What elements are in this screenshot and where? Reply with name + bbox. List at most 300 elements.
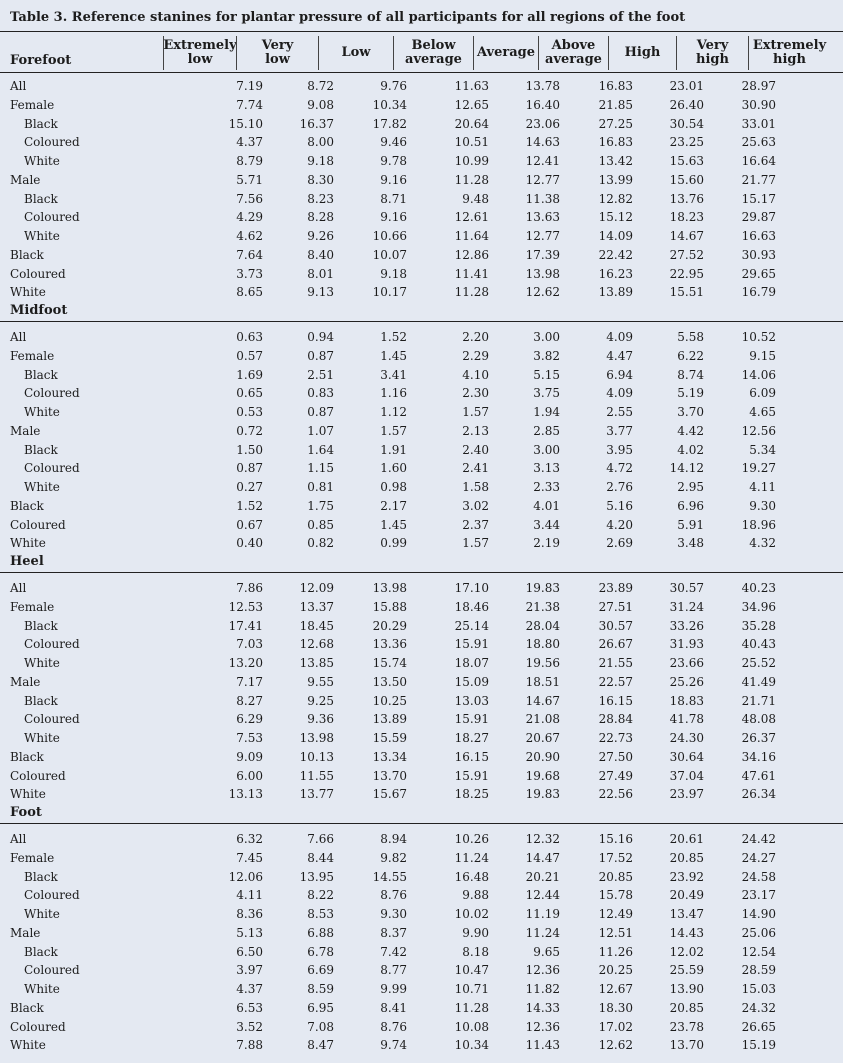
- table-row: [0, 729, 843, 747]
- row-label: Black: [24, 618, 58, 633]
- table-row: [0, 516, 843, 534]
- column-header-line: low: [265, 52, 290, 67]
- table-cell: 3.75: [533, 386, 560, 401]
- table-cell: 3.41: [380, 367, 407, 382]
- table-cell: 1.16: [380, 386, 407, 401]
- table-cell: 6.32: [236, 832, 263, 846]
- table-cell: 11.28: [454, 1000, 489, 1015]
- table-cell: 6.78: [307, 944, 334, 959]
- table-cell: 14.67: [525, 693, 560, 708]
- table-cell: 16.64: [741, 154, 776, 168]
- table-cell: 20.67: [525, 731, 560, 745]
- table-cell: 22.57: [598, 674, 633, 689]
- table-cell: 14.47: [525, 850, 560, 865]
- table-cell: 18.30: [598, 1000, 633, 1015]
- table-cell: 18.80: [525, 637, 560, 652]
- table-cell: 23.66: [669, 656, 704, 670]
- table-cell: 2.20: [462, 330, 489, 344]
- table-row: [0, 246, 843, 264]
- table-cell: 11.43: [525, 1038, 560, 1053]
- table-cell: 9.25: [307, 693, 334, 708]
- table-cell: 9.46: [380, 135, 407, 150]
- row-label: White: [10, 1038, 46, 1053]
- table-cell: 20.61: [669, 832, 704, 846]
- table-cell: 47.61: [741, 768, 776, 783]
- table-row: [0, 265, 843, 283]
- row-label: Black: [24, 191, 58, 206]
- table-cell: 3.95: [606, 442, 633, 457]
- table-cell: 3.02: [462, 498, 489, 513]
- table-cell: 15.67: [372, 787, 407, 802]
- table-cell: 20.85: [669, 850, 704, 865]
- table-cell: 10.47: [454, 963, 489, 978]
- table-cell: 12.02: [669, 944, 704, 959]
- table-cell: 15.91: [454, 637, 489, 652]
- table-cell: 15.16: [598, 832, 633, 846]
- table-cell: 0.65: [236, 386, 263, 401]
- table-cell: 14.55: [372, 869, 407, 884]
- table-cell: 6.00: [236, 768, 263, 783]
- table-row: [0, 785, 843, 803]
- table-cell: 0.81: [307, 480, 334, 494]
- table-cell: 14.67: [669, 229, 704, 243]
- table-cell: 12.65: [454, 97, 489, 112]
- table-cell: 0.67: [236, 517, 263, 532]
- table-cell: 4.02: [677, 442, 704, 457]
- table-cell: 10.34: [372, 97, 407, 112]
- table-cell: 25.59: [669, 963, 704, 978]
- table-cell: 22.95: [669, 266, 704, 281]
- table-cell: 9.55: [307, 674, 334, 689]
- table-cell: 19.83: [525, 787, 560, 802]
- table-cell: 3.44: [533, 517, 560, 532]
- table-cell: 1.91: [380, 442, 407, 457]
- column-header-line: Extremely: [163, 38, 237, 53]
- table-cell: 26.40: [669, 97, 704, 112]
- column-header: [393, 36, 473, 70]
- table-cell: 20.85: [598, 869, 633, 884]
- table-cell: 9.99: [380, 982, 407, 996]
- table-cell: 10.25: [372, 693, 407, 708]
- table-cell: 8.37: [380, 925, 407, 940]
- table-cell: 4.11: [749, 480, 776, 494]
- table-cell: 4.10: [462, 367, 489, 382]
- table-cell: 26.34: [741, 787, 776, 802]
- table-cell: 9.18: [380, 266, 407, 281]
- table-cell: 8.30: [307, 172, 334, 187]
- column-header-line: Very: [261, 38, 294, 53]
- table-cell: 8.00: [307, 135, 334, 150]
- table-row: [0, 366, 843, 384]
- table-cell: 26.65: [741, 1019, 776, 1034]
- table-row: [0, 905, 843, 923]
- table-cell: 11.64: [454, 229, 489, 243]
- table-cell: 23.92: [669, 869, 704, 884]
- table-cell: 30.54: [669, 116, 704, 131]
- table-cell: 2.51: [307, 367, 334, 382]
- table-cell: 4.20: [606, 517, 633, 532]
- table-cell: 12.56: [741, 423, 776, 438]
- table-cell: 13.03: [454, 693, 489, 708]
- table-cell: 11.24: [525, 925, 560, 940]
- table-cell: 9.76: [380, 79, 407, 93]
- table-row: [0, 133, 843, 151]
- table-cell: 22.56: [598, 787, 633, 802]
- table-cell: 26.67: [598, 637, 633, 652]
- table-cell: 18.07: [454, 656, 489, 670]
- table-cell: 23.17: [741, 888, 776, 903]
- row-label: White: [10, 285, 46, 300]
- table-cell: 8.76: [380, 1019, 407, 1034]
- table-cell: 0.82: [307, 536, 334, 551]
- table-cell: 11.19: [525, 907, 560, 921]
- table-row: [0, 1036, 843, 1054]
- table-cell: 13.13: [228, 787, 263, 802]
- table-cell: 11.82: [525, 982, 560, 996]
- table-cell: 40.43: [741, 637, 776, 652]
- table-cell: 0.87: [236, 461, 263, 476]
- table-cell: 8.41: [380, 1000, 407, 1015]
- table-cell: 23.78: [669, 1019, 704, 1034]
- table-cell: 27.50: [598, 749, 633, 764]
- table-cell: 9.82: [380, 850, 407, 865]
- table-cell: 41.78: [669, 712, 704, 727]
- table-cell: 12.36: [525, 1019, 560, 1034]
- table-cell: 17.10: [454, 581, 489, 595]
- table-cell: 5.16: [606, 498, 633, 513]
- row-label: Black: [24, 944, 58, 959]
- table-cell: 5.15: [533, 367, 560, 382]
- table-cell: 11.28: [454, 172, 489, 187]
- table-cell: 18.96: [741, 517, 776, 532]
- table-cell: 13.70: [372, 768, 407, 783]
- table-cell: 15.78: [598, 888, 633, 903]
- table-cell: 20.49: [669, 888, 704, 903]
- table-cell: 1.45: [380, 348, 407, 363]
- table-cell: 8.28: [307, 210, 334, 225]
- row-label: Female: [10, 97, 55, 112]
- table-row: [0, 497, 843, 515]
- header-rule: [0, 72, 843, 73]
- table-cell: 17.41: [228, 618, 263, 633]
- row-label: Black: [10, 247, 44, 262]
- table-cell: 16.79: [741, 285, 776, 300]
- table-cell: 11.55: [299, 768, 334, 783]
- table-row: [0, 115, 843, 133]
- table-cell: 23.89: [598, 581, 633, 595]
- table-cell: 2.76: [606, 480, 633, 494]
- table-cell: 3.77: [606, 423, 633, 438]
- table-cell: 8.71: [380, 191, 407, 206]
- row-label: Female: [10, 348, 55, 363]
- table-cell: 23.06: [525, 116, 560, 131]
- table-cell: 12.06: [228, 869, 263, 884]
- table-cell: 10.71: [454, 982, 489, 996]
- row-label: Black: [24, 116, 58, 131]
- table-cell: 13.90: [669, 982, 704, 996]
- table-cell: 12.77: [525, 172, 560, 187]
- row-label: Black: [10, 749, 44, 764]
- table-cell: 9.74: [380, 1038, 407, 1053]
- row-label: Female: [10, 599, 55, 614]
- table-cell: 14.90: [741, 907, 776, 921]
- column-header-line: average: [545, 52, 602, 67]
- row-label: All: [10, 832, 27, 846]
- table-cell: 15.19: [741, 1038, 776, 1053]
- table-cell: 13.50: [372, 674, 407, 689]
- table-cell: 20.90: [525, 749, 560, 764]
- column-header: [473, 36, 538, 70]
- table-cell: 10.51: [454, 135, 489, 150]
- table-cell: 7.86: [236, 581, 263, 595]
- table-cell: 12.49: [598, 907, 633, 921]
- table-cell: 28.97: [741, 79, 776, 93]
- table-cell: 1.45: [380, 517, 407, 532]
- table-cell: 20.64: [454, 116, 489, 131]
- table-cell: 9.48: [462, 191, 489, 206]
- table-cell: 16.15: [598, 693, 633, 708]
- table-cell: 12.32: [525, 832, 560, 846]
- table-cell: 13.77: [299, 787, 334, 802]
- table-cell: 6.95: [307, 1000, 334, 1015]
- section-title: Heel: [10, 554, 44, 569]
- table-cell: 16.15: [454, 749, 489, 764]
- table-cell: 13.34: [372, 749, 407, 764]
- table-cell: 24.30: [669, 731, 704, 745]
- table-cell: 13.89: [372, 712, 407, 727]
- table-row: [0, 849, 843, 867]
- table-cell: 11.63: [454, 79, 489, 93]
- table-row: [0, 96, 843, 114]
- table-cell: 13.89: [598, 285, 633, 300]
- table-cell: 16.63: [741, 229, 776, 243]
- table-cell: 15.12: [598, 210, 633, 225]
- table-cell: 25.26: [669, 674, 704, 689]
- table-cell: 7.03: [236, 637, 263, 652]
- table-cell: 0.72: [236, 423, 263, 438]
- table-cell: 9.65: [533, 944, 560, 959]
- column-header-line: Average: [476, 45, 536, 60]
- table-cell: 24.27: [741, 850, 776, 865]
- table-cell: 9.30: [380, 907, 407, 921]
- table-row: [0, 441, 843, 459]
- row-label: Coloured: [10, 1019, 66, 1034]
- table-row: [0, 673, 843, 691]
- table-cell: 14.43: [669, 925, 704, 940]
- table-row: [0, 886, 843, 904]
- row-label: Black: [24, 442, 58, 457]
- table-row: [0, 748, 843, 766]
- table-cell: 21.71: [741, 693, 776, 708]
- row-label: Female: [10, 850, 55, 865]
- table-cell: 0.87: [307, 348, 334, 363]
- table-cell: 28.04: [525, 618, 560, 633]
- table-cell: 23.25: [669, 135, 704, 150]
- table-cell: 1.75: [307, 498, 334, 513]
- table-cell: 4.11: [236, 888, 263, 903]
- table-cell: 7.66: [307, 832, 334, 846]
- table-cell: 9.88: [462, 888, 489, 903]
- table-cell: 4.09: [606, 386, 633, 401]
- table-row: [0, 868, 843, 886]
- table-cell: 9.16: [380, 210, 407, 225]
- table-cell: 14.63: [525, 135, 560, 150]
- table-cell: 11.24: [454, 850, 489, 865]
- table-cell: 24.42: [741, 832, 776, 846]
- table-cell: 19.83: [525, 581, 560, 595]
- section-rule: [0, 321, 843, 322]
- table-cell: 10.13: [299, 749, 334, 764]
- table-cell: 15.10: [228, 116, 263, 131]
- table-cell: 20.21: [525, 869, 560, 884]
- row-label: White: [24, 405, 60, 419]
- table-cell: 14.09: [598, 229, 633, 243]
- table-cell: 8.40: [307, 247, 334, 262]
- table-cell: 8.22: [307, 888, 334, 903]
- table-row: [0, 598, 843, 616]
- table-cell: 33.26: [669, 618, 704, 633]
- row-label: Black: [24, 693, 58, 708]
- column-header-line: high: [696, 52, 729, 67]
- table-row: [0, 579, 843, 597]
- table-cell: 33.01: [741, 116, 776, 131]
- table-cell: 8.77: [380, 963, 407, 978]
- table-cell: 20.25: [598, 963, 633, 978]
- table-cell: 31.24: [669, 599, 704, 614]
- table-cell: 0.85: [307, 517, 334, 532]
- table-cell: 15.91: [454, 712, 489, 727]
- table-row: [0, 227, 843, 245]
- table-row: [0, 924, 843, 942]
- table-cell: 3.00: [533, 330, 560, 344]
- table-row: [0, 171, 843, 189]
- table-row: [0, 384, 843, 402]
- table-row: [0, 943, 843, 961]
- table-cell: 15.09: [454, 674, 489, 689]
- row-label: Coloured: [24, 386, 80, 401]
- table-cell: 13.98: [372, 581, 407, 595]
- table-cell: 7.08: [307, 1019, 334, 1034]
- table-row: [0, 710, 843, 728]
- table-cell: 15.59: [372, 731, 407, 745]
- table-cell: 7.45: [236, 850, 263, 865]
- table-cell: 12.62: [525, 285, 560, 300]
- table-cell: 18.25: [454, 787, 489, 802]
- table-cell: 0.53: [236, 405, 263, 419]
- table-cell: 9.26: [307, 229, 334, 243]
- row-label: Male: [10, 925, 41, 940]
- table-cell: 13.98: [299, 731, 334, 745]
- table-cell: 11.38: [525, 191, 560, 206]
- table-cell: 3.48: [677, 536, 704, 551]
- row-label: White: [10, 536, 46, 551]
- table-cell: 8.27: [236, 693, 263, 708]
- table-cell: 12.51: [598, 925, 633, 940]
- table-cell: 12.67: [598, 982, 633, 996]
- table-cell: 7.88: [236, 1038, 263, 1053]
- table-cell: 10.17: [372, 285, 407, 300]
- row-label: Coloured: [24, 963, 80, 978]
- table-cell: 15.88: [372, 599, 407, 614]
- table-cell: 14.12: [669, 461, 704, 476]
- column-header-line: average: [405, 52, 462, 67]
- row-label: Black: [10, 498, 44, 513]
- column-header: [318, 36, 393, 70]
- table-cell: 2.30: [462, 386, 489, 401]
- table-cell: 2.95: [677, 480, 704, 494]
- table-cell: 7.53: [236, 731, 263, 745]
- table-cell: 9.90: [462, 925, 489, 940]
- table-cell: 8.53: [307, 907, 334, 921]
- column-header-line: Low: [341, 45, 371, 60]
- header-region: Forefoot: [10, 53, 72, 68]
- table-cell: 13.95: [299, 869, 334, 884]
- table-cell: 13.98: [525, 266, 560, 281]
- row-label: White: [24, 982, 60, 996]
- table-row: [0, 980, 843, 998]
- table-cell: 1.60: [380, 461, 407, 476]
- table-cell: 18.23: [669, 210, 704, 225]
- table-cell: 21.38: [525, 599, 560, 614]
- column-header-line: low: [187, 52, 213, 67]
- table-cell: 12.62: [598, 1038, 633, 1053]
- table-cell: 13.63: [525, 210, 560, 225]
- table-cell: 8.18: [462, 944, 489, 959]
- table-cell: 6.50: [236, 944, 263, 959]
- table-cell: 1.15: [307, 461, 334, 476]
- section-rule: [0, 823, 843, 824]
- row-label: Coloured: [24, 135, 80, 150]
- table-cell: 12.68: [299, 637, 334, 652]
- table-cell: 8.74: [677, 367, 704, 382]
- table-cell: 27.51: [598, 599, 633, 614]
- table-cell: 2.55: [606, 405, 633, 419]
- table-cell: 6.88: [307, 925, 334, 940]
- row-label: Male: [10, 172, 41, 187]
- table-row: [0, 1018, 843, 1036]
- table-cell: 7.64: [236, 247, 263, 262]
- column-header: [608, 36, 676, 70]
- column-header: [538, 36, 608, 70]
- table-cell: 1.52: [380, 330, 407, 344]
- row-label: Coloured: [24, 210, 80, 225]
- table-row: [0, 152, 843, 170]
- table-cell: 5.34: [749, 442, 776, 457]
- table-row: [0, 208, 843, 226]
- section-rule: [0, 572, 843, 573]
- table-cell: 0.27: [236, 480, 263, 494]
- table-cell: 4.37: [236, 135, 263, 150]
- table-cell: 29.87: [741, 210, 776, 225]
- table-cell: 16.23: [598, 266, 633, 281]
- table-cell: 10.07: [372, 247, 407, 262]
- table-cell: 13.47: [669, 907, 704, 921]
- table-cell: 21.08: [525, 712, 560, 727]
- table-cell: 13.78: [525, 79, 560, 93]
- table-cell: 23.97: [669, 787, 704, 802]
- table-cell: 28.59: [741, 963, 776, 978]
- table-cell: 25.06: [741, 925, 776, 940]
- table-row: [0, 403, 843, 421]
- table-row: [0, 478, 843, 496]
- table-cell: 13.42: [598, 154, 633, 168]
- table-cell: 37.04: [669, 768, 704, 783]
- section-title: Foot: [10, 805, 42, 820]
- table-cell: 4.72: [606, 461, 633, 476]
- table-cell: 13.37: [299, 599, 334, 614]
- table-cell: 2.19: [533, 536, 560, 551]
- table-cell: 14.06: [741, 367, 776, 382]
